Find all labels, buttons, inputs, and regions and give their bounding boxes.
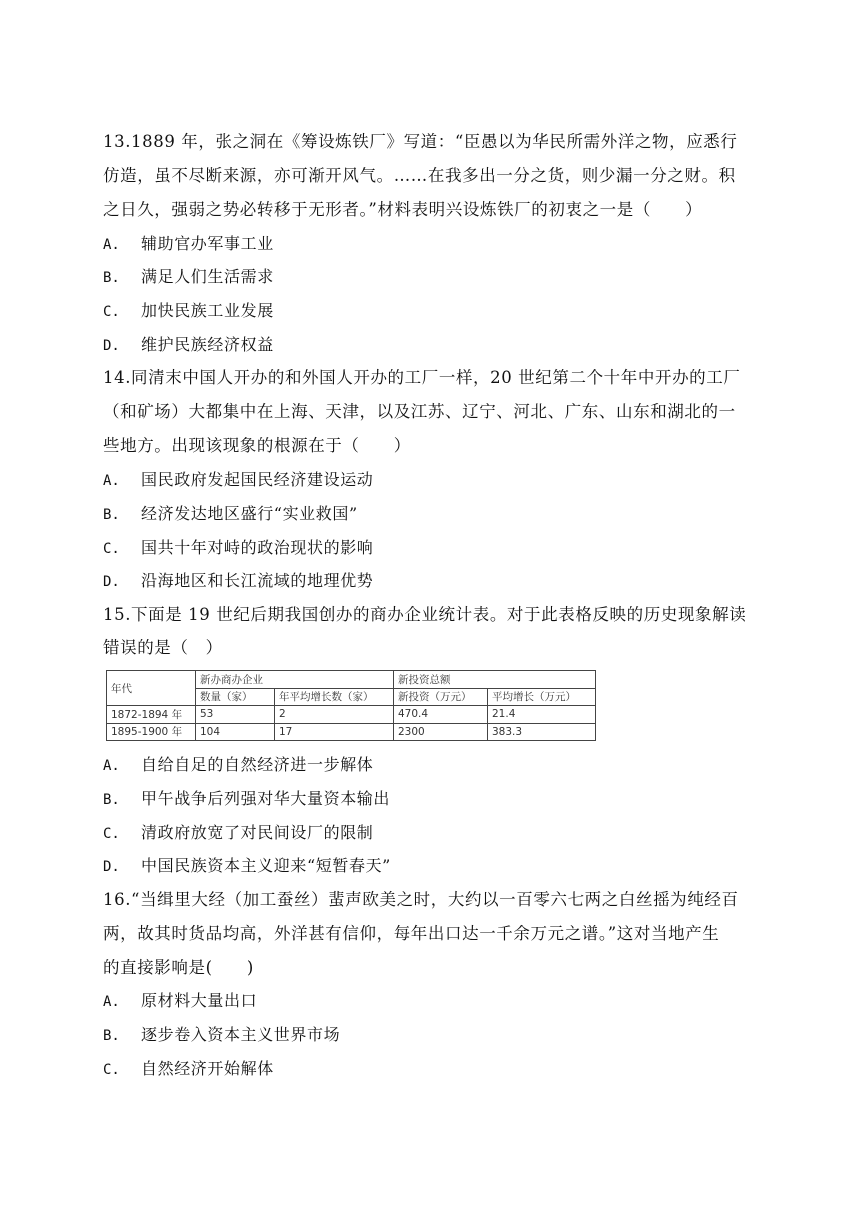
table-cell: 17 bbox=[275, 723, 394, 741]
table-header-row bbox=[107, 671, 596, 689]
q13-option-a[interactable] bbox=[103, 233, 274, 256]
q15-stem-line-2: 错误的是（ ） bbox=[103, 638, 223, 657]
option-text: 原材料大量出口 bbox=[141, 991, 258, 1010]
q14-option-b[interactable] bbox=[103, 503, 358, 526]
table-header-new-enterprises: 新办商办企业 bbox=[196, 671, 394, 689]
enterprise-statistics-table bbox=[106, 670, 596, 741]
q14-option-d[interactable] bbox=[103, 570, 373, 593]
q14-stem-line-3: 些地方。出现该现象的根源在于（ ） bbox=[103, 436, 411, 455]
option-text: 甲午战争后列强对华大量资本输出 bbox=[141, 789, 391, 808]
option-text: 自然经济开始解体 bbox=[141, 1059, 274, 1078]
option-letter: C. bbox=[103, 304, 120, 320]
table-row bbox=[107, 706, 596, 724]
table-cell: 383.3 bbox=[488, 723, 596, 741]
option-letter: D. bbox=[103, 338, 120, 354]
q16-option-a[interactable] bbox=[103, 990, 257, 1013]
q15-option-d[interactable] bbox=[103, 855, 391, 878]
q13-stem-line-3: 之日久，强弱之势必转移于无形者。”材料表明兴设炼铁厂的初衷之一是（ ） bbox=[103, 200, 703, 219]
q16-option-c[interactable] bbox=[103, 1058, 274, 1081]
option-letter: B. bbox=[103, 270, 120, 286]
table-row bbox=[107, 723, 596, 741]
option-text: 满足人们生活需求 bbox=[141, 267, 274, 286]
table-cell: 1895-1900 年 bbox=[107, 723, 196, 741]
table-header-year: 年代 bbox=[107, 671, 196, 706]
q16-stem-line-3: 的直接影响是( ) bbox=[103, 958, 254, 977]
table-cell: 2300 bbox=[394, 723, 488, 741]
q15-option-c[interactable] bbox=[103, 822, 373, 845]
q14-stem-line-1: 14.同清末中国人开办的和外国人开办的工厂一样，20 世纪第二个十年中开办的工厂 bbox=[103, 368, 741, 387]
option-letter: D. bbox=[103, 574, 120, 590]
option-text: 维护民族经济权益 bbox=[141, 335, 274, 354]
option-text: 辅助官办军事工业 bbox=[141, 234, 274, 253]
option-text: 国共十年对峙的政治现状的影响 bbox=[141, 538, 374, 557]
q14-stem-line-2: （和矿场）大都集中在上海、天津，以及江苏、辽宁、河北、广东、山东和湖北的一 bbox=[103, 402, 736, 421]
option-text: 清政府放宽了对民间设厂的限制 bbox=[141, 823, 374, 842]
option-text: 国民政府发起国民经济建设运动 bbox=[141, 470, 374, 489]
table-subheader-cell: 数量（家） bbox=[196, 688, 275, 706]
q13-stem-line-2: 仿造，虽不尽断来源，亦可渐开风气。……在我多出一分之货，则少漏一分之财。积 bbox=[103, 166, 736, 185]
option-letter: D. bbox=[103, 859, 120, 875]
option-letter: A. bbox=[103, 237, 120, 253]
option-letter: C. bbox=[103, 541, 120, 557]
option-text: 经济发达地区盛行“实业救国” bbox=[141, 504, 358, 523]
q13-option-d[interactable] bbox=[103, 334, 274, 357]
q14-option-a[interactable] bbox=[103, 469, 373, 492]
table-cell: 1872-1894 年 bbox=[107, 706, 196, 724]
q16-stem-line-1: 16.“当缉里大经（加工蚕丝）蜚声欧美之时，大约以一百零六七两之白丝摇为纯经百 bbox=[103, 890, 739, 909]
table-cell: 21.4 bbox=[488, 706, 596, 724]
q16-stem-line-2: 两，故其时货品均高，外洋甚有信仰，每年出口达一千余万元之谱。”这对当地产生 bbox=[103, 924, 720, 943]
q13-option-b[interactable] bbox=[103, 266, 274, 289]
q15-stem-line-1: 15.下面是 19 世纪后期我国创办的商办企业统计表。对于此表格反映的历史现象解读 bbox=[103, 605, 747, 624]
q15-option-a[interactable] bbox=[103, 754, 373, 777]
table-cell: 104 bbox=[196, 723, 275, 741]
option-letter: B. bbox=[103, 792, 120, 808]
option-letter: C. bbox=[103, 826, 120, 842]
option-letter: A. bbox=[103, 758, 120, 774]
table-header-new-investment: 新投资总额 bbox=[394, 671, 596, 689]
option-letter: C. bbox=[103, 1062, 120, 1078]
option-letter: B. bbox=[103, 507, 120, 523]
option-text: 沿海地区和长江流域的地理优势 bbox=[141, 571, 374, 590]
table-subheader-cell: 年平均增长数（家） bbox=[275, 688, 394, 706]
q16-option-b[interactable] bbox=[103, 1024, 340, 1047]
table-cell: 53 bbox=[196, 706, 275, 724]
table-subheader-cell: 平均增长（万元） bbox=[488, 688, 596, 706]
option-letter: B. bbox=[103, 1028, 120, 1044]
table-subheader-cell: 新投资（万元） bbox=[394, 688, 488, 706]
option-text: 逐步卷入资本主义世界市场 bbox=[141, 1025, 341, 1044]
q13-stem-line-1: 13.1889 年，张之洞在《筹设炼铁厂》写道：“臣愚以为华民所需外洋之物，应悉行 bbox=[103, 132, 738, 151]
option-text: 自给自足的自然经济进一步解体 bbox=[141, 755, 374, 774]
table-cell: 2 bbox=[275, 706, 394, 724]
table-cell: 470.4 bbox=[394, 706, 488, 724]
option-text: 中国民族资本主义迎来“短暂春天” bbox=[141, 856, 391, 875]
option-letter: A. bbox=[103, 473, 120, 489]
q15-option-b[interactable] bbox=[103, 788, 390, 811]
option-letter: A. bbox=[103, 994, 120, 1010]
q14-option-c[interactable] bbox=[103, 537, 373, 560]
q13-option-c[interactable] bbox=[103, 300, 274, 323]
option-text: 加快民族工业发展 bbox=[141, 301, 274, 320]
